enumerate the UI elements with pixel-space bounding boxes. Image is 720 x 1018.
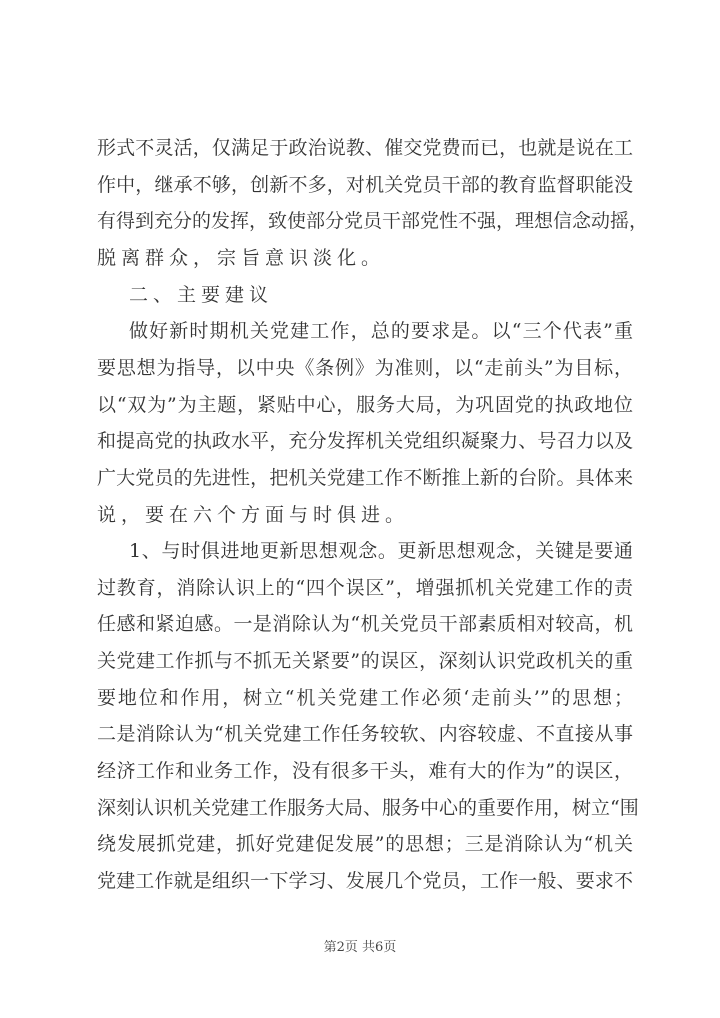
text-line: 任感和紧迫感。一是消除认为“机关党员干部素质相对较高，机 <box>97 613 633 636</box>
section-heading: 二、主要建议 <box>129 283 274 306</box>
text-line: 和提高党的执政水平，充分发挥机关党组织凝聚力、号召力以及 <box>97 430 633 453</box>
text-line: 过教育，消除认识上的“四个误区”，增强抓机关党建工作的责 <box>97 576 633 599</box>
text-line: 要思想为指导，以中央《条例》为准则，以“走前头”为目标， <box>97 356 633 379</box>
text-line: 形式不灵活，仅满足于政治说教、催交党费而已，也就是说在工 <box>97 137 633 159</box>
text-line: 要地位和作用，树立“机关党建工作必须‘走前头’”的思想； <box>97 686 633 709</box>
text-line: 深刻认识机关党建工作服务大局、服务中心的重要作用，树立“围 <box>97 796 639 819</box>
text-line: 广大党员的先进性，把机关党建工作不断推上新的台阶。具体来 <box>97 466 633 489</box>
text-line: 作中，继承不够，创新不多，对机关党员干部的教育监督职能没 <box>97 173 633 196</box>
text-line: 经济工作和业务工作，没有很多干头，难有大的作为”的误区， <box>97 760 633 783</box>
text-line: 有得到充分的发挥，致使部分党员干部党性不强，理想信念动摇， <box>97 210 649 233</box>
text-line: 党建工作就是组织一下学习、发展几个党员，工作一般、要求不 <box>97 870 633 892</box>
text-line: 二是消除认为“机关党建工作任务较软、内容较虚、不直接从事 <box>97 723 633 746</box>
text-line: 做好新时期机关党建工作，总的要求是。以“三个代表”重 <box>129 320 633 343</box>
text-line: 1、与时俱进地更新思想观念。更新思想观念，关键是要通 <box>129 540 633 563</box>
text-line: 脱离群众，宗旨意识淡化。 <box>97 246 386 269</box>
page-footer: 第2页 共6页 <box>323 940 397 955</box>
text-line: 绕发展抓党建，抓好党建促发展”的思想；三是消除认为“机关 <box>97 833 633 856</box>
text-line: 以“双为”为主题，紧贴中心，服务大局，为巩固党的执政地位 <box>97 393 633 416</box>
text-line: 关党建工作抓与不抓无关紧要”的误区，深刻认识党政机关的重 <box>97 650 633 673</box>
text-line: 说，要在六个方面与时俱进。 <box>97 503 410 526</box>
